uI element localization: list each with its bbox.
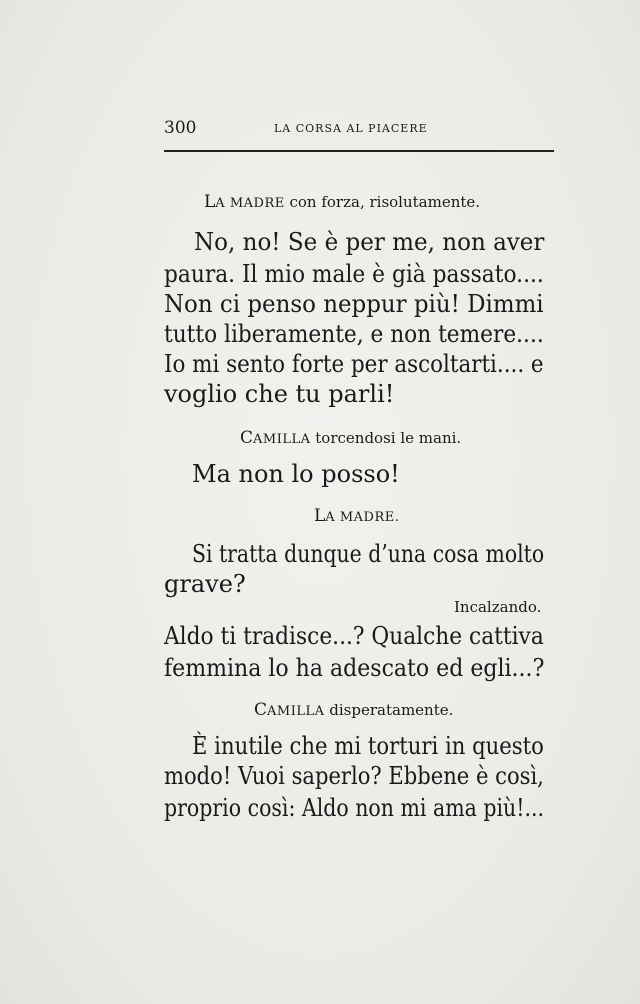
speaker-initial: L [314,506,326,526]
speech-line: voglio che tu parli! [164,380,395,408]
speaker-name: AMILLA [267,704,325,719]
play-text [164,160,544,840]
speech-line: femmina lo ha adescato ed egli...? [164,654,545,682]
page-number: 300 [164,118,197,138]
stage-direction [204,192,480,212]
speaker-initial: C [254,700,268,720]
stage-direction [240,428,461,448]
stage-direction [254,700,453,720]
stage-note: Incalzando. [454,598,542,616]
speech-line: Si tratta dunque d’una cosa molto [192,540,545,568]
speech-line: proprio così: Aldo non mi ama più!... [164,794,545,822]
speech-line-text: No, no! Se è per me, non aver [194,228,545,256]
direction-note: con forza, risolutamente. [284,193,481,211]
speaker-name: A MADRE [215,196,285,211]
speech-line: modo! Vuoi saperlo? Ebbene è così, [164,762,544,790]
stage-direction [314,506,399,526]
speaker-name: A MADRE. [325,510,400,525]
direction-note: disperatamente. [324,701,454,719]
speech-line: Aldo ti tradisce...? Qualche cattiva [164,622,544,650]
speech-line: Ma non lo posso! [192,460,400,488]
speech-line: grave? [164,570,246,598]
direction-note: torcendosi le mani. [310,429,462,447]
speaker-name: AMILLA [253,432,311,447]
speaker-initial: C [240,428,254,448]
speech-line: Non ci penso neppur più! Dimmi [164,290,544,318]
speech-line: tutto liberamente, e non temere.... [164,320,544,348]
speech-line: paura. Il mio male è già passato.... [164,260,544,288]
speech-line: È inutile che mi torturi in questo [192,732,544,760]
speaker-initial: L [204,192,216,212]
speech-line [194,228,545,256]
page-header [164,118,554,138]
running-title: LA CORSA AL PIACERE [274,122,428,135]
speech-line: Io mi sento forte per ascoltarti.... e [164,350,544,378]
header-rule [164,150,554,152]
